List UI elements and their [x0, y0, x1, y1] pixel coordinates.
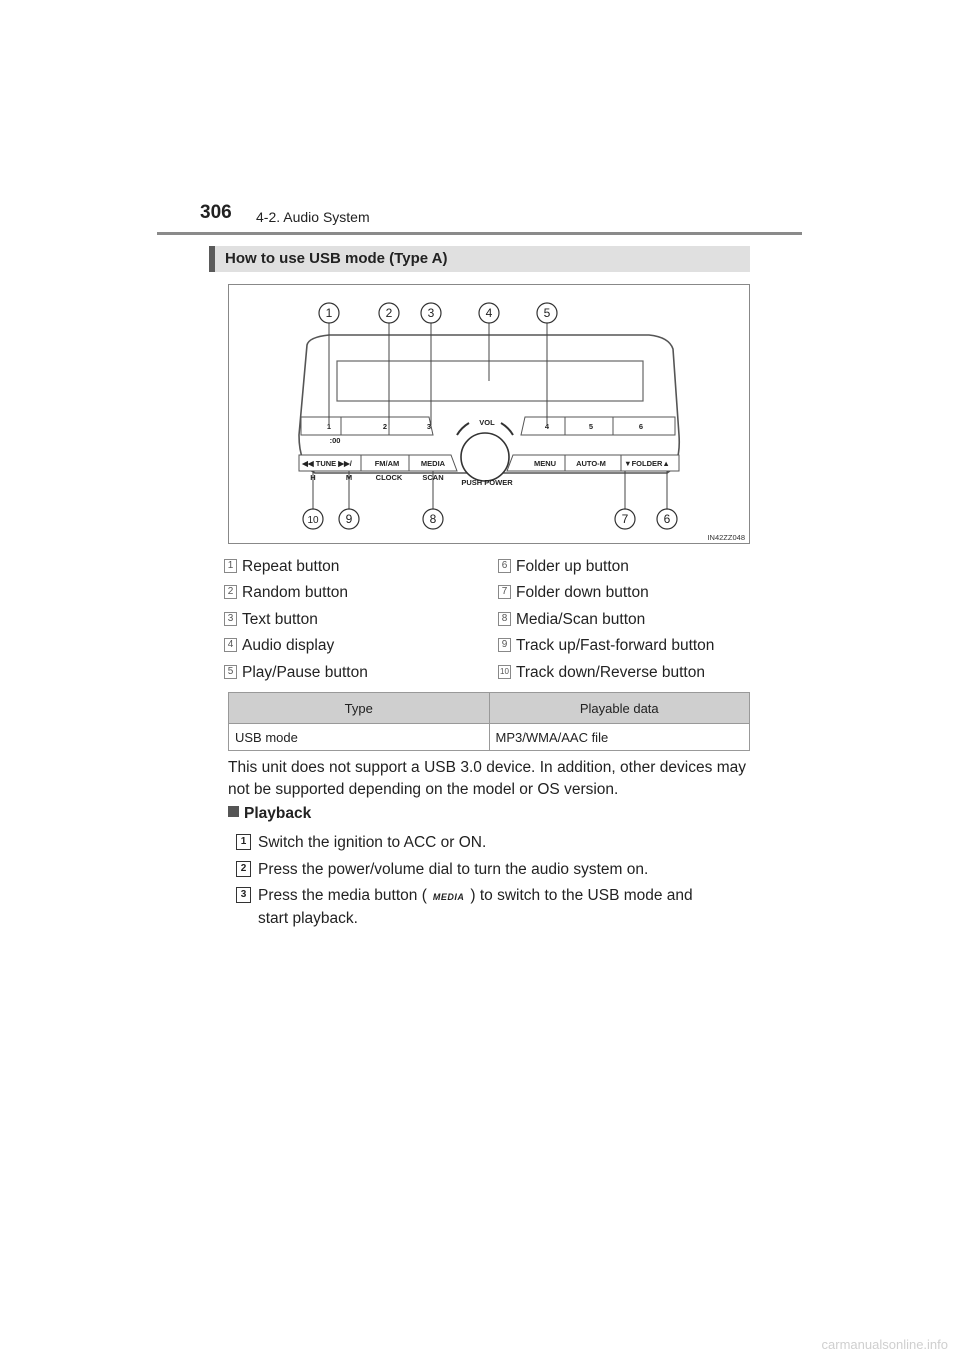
legend-number: 5: [224, 665, 237, 679]
fm-am-label: FM/AM: [374, 459, 400, 468]
legend-number: 1: [224, 559, 237, 573]
playable-data-table: [228, 692, 750, 751]
square-bullet-icon: [228, 806, 239, 817]
header-rule: [157, 232, 802, 235]
preset-3-label: 3: [426, 422, 432, 431]
preset-1-label: 1: [326, 422, 332, 431]
preset-2-label: 2: [382, 422, 388, 431]
section-label: 4-2. Audio System: [256, 209, 370, 225]
legend-text: Track up/Fast-forward button: [516, 637, 715, 654]
table-cell: MP3/WMA/AAC file: [489, 724, 750, 751]
tune-label: ◀◀ TUNE ▶▶/: [302, 459, 352, 468]
step-text: Press the power/volume dial to turn the audio system on.: [258, 861, 649, 878]
step-text: Switch the ignition to ACC or ON.: [258, 834, 487, 851]
legend-text: Folder down button: [516, 584, 649, 601]
preset-6-label: 6: [638, 422, 644, 431]
menu-label: MENU: [533, 459, 557, 468]
step-item: [236, 885, 756, 933]
step-item: [236, 832, 756, 854]
legend-number: 10: [498, 665, 511, 679]
step-text-part: start playback.: [258, 910, 358, 927]
media-panel-label: MEDIA: [420, 459, 446, 468]
audio-unit-illustration: [229, 285, 751, 545]
legend-text: Track down/Reverse button: [516, 664, 705, 681]
callout-number-2: 2: [385, 306, 393, 320]
playback-heading: [228, 805, 311, 823]
step-text: [258, 885, 693, 930]
audio-display: [337, 361, 643, 401]
callout-number-5: 5: [543, 306, 551, 320]
legend-text: Random button: [242, 584, 348, 601]
callout-number-6: 6: [663, 512, 671, 526]
legend-text: Repeat button: [242, 558, 340, 575]
step-item: [236, 859, 756, 881]
audio-unit-figure: [228, 284, 750, 544]
legend-number: 8: [498, 612, 511, 626]
figure-id-code: IN42ZZ048: [707, 533, 745, 542]
table-header-row: [229, 693, 750, 724]
preset-5-label: 5: [588, 422, 594, 431]
power-volume-dial: [461, 433, 509, 481]
sub-h-label: H: [310, 473, 316, 482]
legend-number: 9: [498, 638, 511, 652]
step-number: 2: [236, 861, 251, 877]
legend-text: Folder up button: [516, 558, 629, 575]
callout-number-4: 4: [485, 306, 493, 320]
legend-number: 2: [224, 585, 237, 599]
callout-number-1: 1: [325, 306, 333, 320]
clock-label: CLOCK: [375, 473, 403, 482]
table-cell: USB mode: [229, 724, 490, 751]
callout-number-9: 9: [345, 512, 353, 526]
table-header-playable-data: Playable data: [489, 693, 750, 724]
legend-number: 3: [224, 612, 237, 626]
step-number: 3: [236, 887, 251, 903]
push-power-label: PUSH POWER: [461, 478, 513, 487]
callout-number-8: 8: [429, 512, 437, 526]
sub-m-label: M: [345, 473, 353, 482]
callout-number-10: 10: [307, 515, 319, 526]
preset-4-label: 4: [544, 422, 550, 431]
legend-number: 7: [498, 585, 511, 599]
scan-label: SCAN: [422, 473, 444, 482]
legend-number: 6: [498, 559, 511, 573]
playback-title: Playback: [244, 805, 312, 822]
page-number: 306: [200, 202, 232, 223]
table-header-type: Type: [229, 693, 490, 724]
legend-text: Media/Scan button: [516, 611, 646, 628]
step-number: 1: [236, 834, 251, 850]
legend-text: Text button: [242, 611, 318, 628]
sub-label-00: :00: [329, 436, 341, 445]
legend-number: 4: [224, 638, 237, 652]
folder-label: ▼FOLDER▲: [624, 459, 670, 468]
step-text-part: Press the media button (: [258, 887, 427, 904]
section-heading-text: How to use USB mode (Type A): [225, 250, 448, 267]
section-heading: [209, 246, 750, 272]
auto-m-label: AUTO-M: [576, 459, 606, 468]
legend-text: Play/Pause button: [242, 664, 368, 681]
callout-number-3: 3: [427, 306, 435, 320]
watermark: carmanualsonline.info: [821, 1337, 948, 1352]
callout-number-7: 7: [621, 512, 629, 526]
step-text-part: ) to switch to the USB mode and: [470, 887, 693, 904]
media-button-icon: MEDIA: [432, 892, 465, 902]
preset-bar-left: [301, 417, 433, 435]
table-row: [229, 724, 750, 751]
body-paragraph: This unit does not support a USB 3.0 device. In addition, other devices may not be supported depending on the model or OS version.: [228, 759, 746, 798]
vol-label: VOL: [479, 418, 495, 427]
legend-text: Audio display: [242, 637, 335, 654]
